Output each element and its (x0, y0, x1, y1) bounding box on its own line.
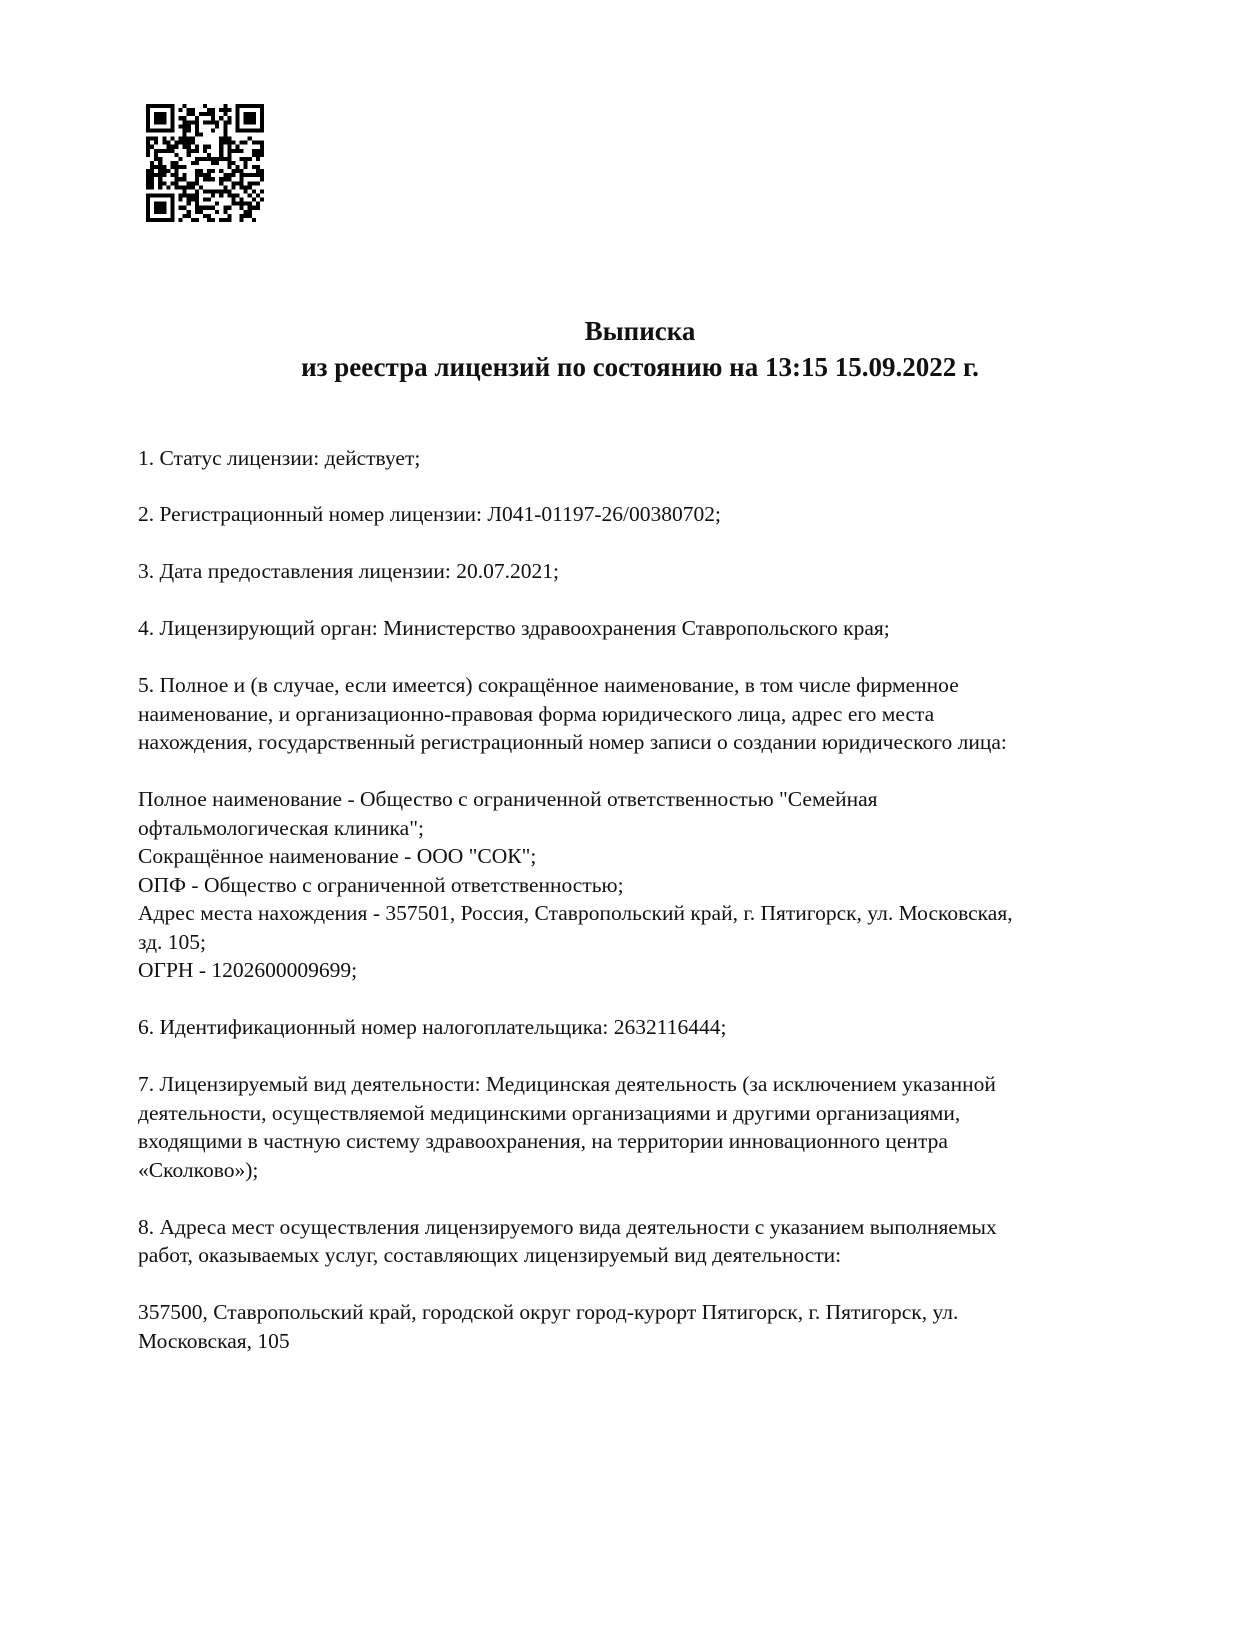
org-detail-line: Полное наименование - Общество с ограниченной ответственностью "Семейная (138, 787, 878, 811)
license-reg-number: 2. Регистрационный номер лицензии: Л041-01197-26/00380702; (138, 502, 721, 526)
org-detail-line: офтальмологическая клиника"; (138, 816, 424, 840)
activity-line: деятельности, осуществляемой медицинскими организациями и другими организациями, (138, 1101, 961, 1125)
addresses-heading-line: работ, оказываемых услуг, составляющих лицензируемый вид деятельности: (138, 1243, 842, 1267)
org-heading-line: 5. Полное и (в случае, если имеется) сокращённое наименование, в том числе фирменное (138, 673, 959, 697)
document-subtitle: из реестра лицензий по состоянию на 13:15 15.09.2022 г. (301, 352, 979, 382)
org-detail-line: зд. 105; (138, 930, 207, 954)
taxpayer-id: 6. Идентификационный номер налогоплательщика: 2632116444; (138, 1015, 727, 1039)
org-heading-line: наименование, и организационно-правовая форма юридического лица, адрес его места (138, 702, 935, 726)
activity-line: входящими в частную систему здравоохранения, на территории инновационного центра (138, 1129, 948, 1153)
org-detail-line: ОГРН - 1202600009699; (138, 958, 358, 982)
activity-line: «Сколково»); (138, 1158, 259, 1182)
org-heading-line: нахождения, государственный регистрационный номер записи о создании юридического лица: (138, 730, 1007, 754)
org-detail-line: Адрес места нахождения - 357501, Россия, Ставропольский край, г. Пятигорск, ул. Московская, (138, 901, 1013, 925)
license-date: 3. Дата предоставления лицензии: 20.07.2021; (138, 559, 559, 583)
addresses-heading-line: 8. Адреса мест осуществления лицензируемого вида деятельности с указанием выполняемых (138, 1215, 997, 1239)
address-line: Московская, 105 (138, 1329, 290, 1353)
license-status: 1. Статус лицензии: действует; (138, 446, 421, 470)
address-line: 357500, Ставропольский край, городской округ город-курорт Пятигорск, г. Пятигорск, ул. (138, 1300, 959, 1324)
activity-line: 7. Лицензируемый вид деятельности: Медицинская деятельность (за исключением указанной (138, 1072, 996, 1096)
org-detail-line: Сокращённое наименование - ООО "СОК"; (138, 844, 537, 868)
org-detail-line: ОПФ - Общество с ограниченной ответственностью; (138, 873, 624, 897)
document-title: Выписка (584, 316, 696, 346)
licensing-authority: 4. Лицензирующий орган: Министерство здравоохранения Ставропольского края; (138, 616, 890, 640)
qr-code (146, 104, 264, 222)
